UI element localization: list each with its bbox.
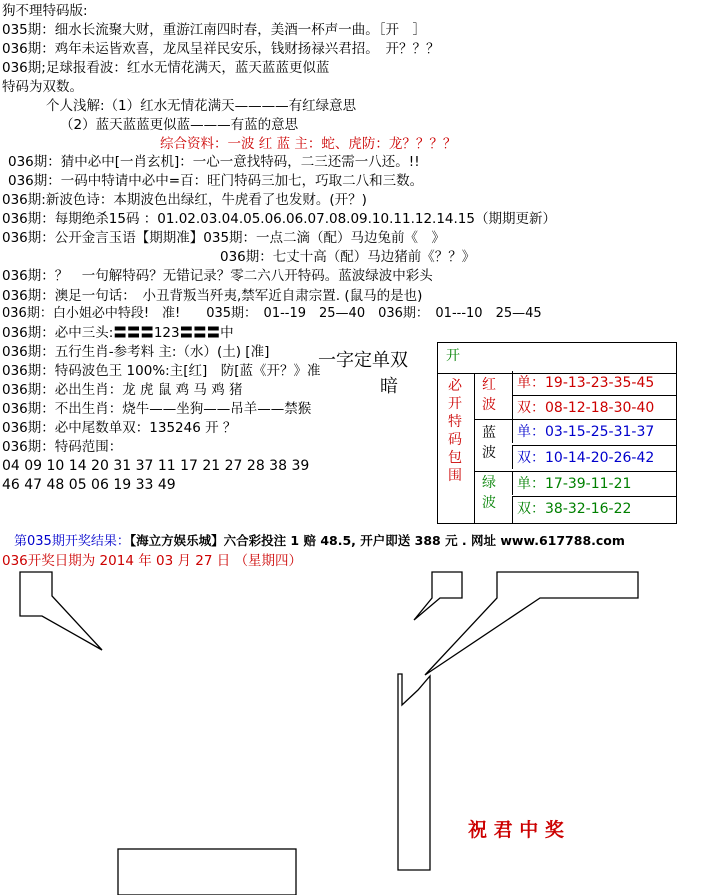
text-line: 036期;足球报看波：红水无情花满天，蓝天蓝蓝更似蓝	[2, 60, 330, 76]
table-header: 开	[446, 348, 460, 364]
text-line: 036期：鸡年未运皆欢喜，龙凤呈祥民安乐，钱财扬禄兴君招。 开？？？	[2, 41, 440, 57]
doc-title: 狗不理特码版:	[2, 3, 88, 19]
text-line: （2）蓝天蓝蓝更似蓝———有蓝的意思	[60, 117, 299, 133]
blessing-text: 祝 君 中 奖	[468, 819, 564, 841]
text-line: 036期：必中三头:〓〓〓123〓〓〓中	[2, 325, 234, 341]
vertical-label: 必 开 特 码 包 围	[448, 378, 462, 484]
wave-label-blue: 蓝 波	[482, 425, 496, 461]
red-odd-cell: 单：19-13-23-35-45	[512, 371, 676, 395]
text-line: 036期：五行生肖-参考料 主:（水）(土) [准]	[2, 344, 270, 360]
blue-odd-cell: 单：03-15-25-31-37	[512, 419, 676, 443]
text-line: 036期：每期绝杀15码 ：01.02.03.04.05.06.06.07.08.09.10.11.12.14.15（期期更新）	[2, 211, 556, 227]
text-line: 特码为双数。	[2, 79, 83, 95]
overlay-text: 暗	[380, 376, 398, 397]
green-even-cell: 双：38-32-16-22	[512, 496, 676, 523]
text-line: 036期:新波色诗：本期波色出绿红，牛虎看了也发财。(开？)	[2, 192, 367, 208]
wave-label-green: 绿 波	[482, 475, 496, 511]
text-line: 个人浅解:（1）红水无情花满天————有红绿意思	[46, 98, 357, 114]
result-prefix: 第035期开奖结果：	[14, 534, 130, 549]
wave-label-red: 红 波	[482, 377, 496, 413]
text-line: 036期：猜中必中[一肖玄机]：一心一意找特码，二三还需一八还。!!	[8, 154, 420, 170]
text-line: 036期：必中尾数单双：135246 开 ？	[2, 420, 237, 436]
result-ad: 【海立方娱乐城】六合彩投注 1 赔 48.5, 开户即送 388 元 . 网址 www.617788.com	[129, 533, 625, 548]
red-even-cell: 双：08-12-18-30-40	[512, 395, 676, 419]
bottom-box	[118, 849, 296, 895]
text-line: 036期：公开金言玉语【期期准】035期：一点二滴（配）马边兔前《 》	[2, 230, 446, 246]
callout-shape-small	[414, 572, 462, 620]
draw-date: 036开奖日期为 2014 年 03 月 27 日 （星期四）	[2, 553, 303, 569]
text-line: 036期：？ 一句解特码？无错记录？零二六八开特码。蓝波绿波中彩头	[2, 268, 433, 284]
number-range-line: 04 09 10 14 20 31 37 11 17 21 27 28 38 39	[2, 458, 310, 474]
callout-shape-right	[425, 572, 638, 675]
text-line: 036期：澳足一句话： 小丑背叛当歼夷,禁军近自肃宗置. (鼠马的是也)	[2, 288, 423, 304]
text-line: 036期：七丈十高（配）马边猪前《？？》	[220, 249, 476, 265]
text-line: 036期：特码波色王 100%:主[红] 防[蓝《开？》准	[2, 363, 321, 379]
text-line: 036期：一码中特请中必中=百：旺门特码三加七，巧取二八和三数。	[8, 173, 424, 189]
blue-even-cell: 双：10-14-20-26-42	[512, 445, 676, 469]
overlay-text: 一字定单双	[318, 350, 408, 371]
text-line: 036期：必出生肖：龙 虎 鼠 鸡 马 鸡 猪	[2, 382, 243, 398]
number-range-line: 46 47 48 05 06 19 33 49	[2, 477, 176, 493]
callout-shape-left	[20, 572, 102, 650]
text-line: 036期：白小姐必中特段! 准! 035期： 01--19 25—40 036期： 01---10 25—45	[2, 306, 542, 321]
bracket-shape	[398, 674, 430, 870]
text-line: 035期：细水长流聚大财，重游江南四时春，美酒一杯声一曲。［开 ］	[2, 22, 427, 38]
summary-line: 综合资料：一波 红 蓝 主：蛇、虎防：龙？？？？	[160, 136, 457, 152]
text-line: 036期：不出生肖：烧牛——坐狗——吊羊——禁猴	[2, 401, 312, 417]
green-odd-cell: 单：17-39-11-21	[512, 471, 676, 495]
text-line: 036期：特码范围：	[2, 439, 123, 455]
